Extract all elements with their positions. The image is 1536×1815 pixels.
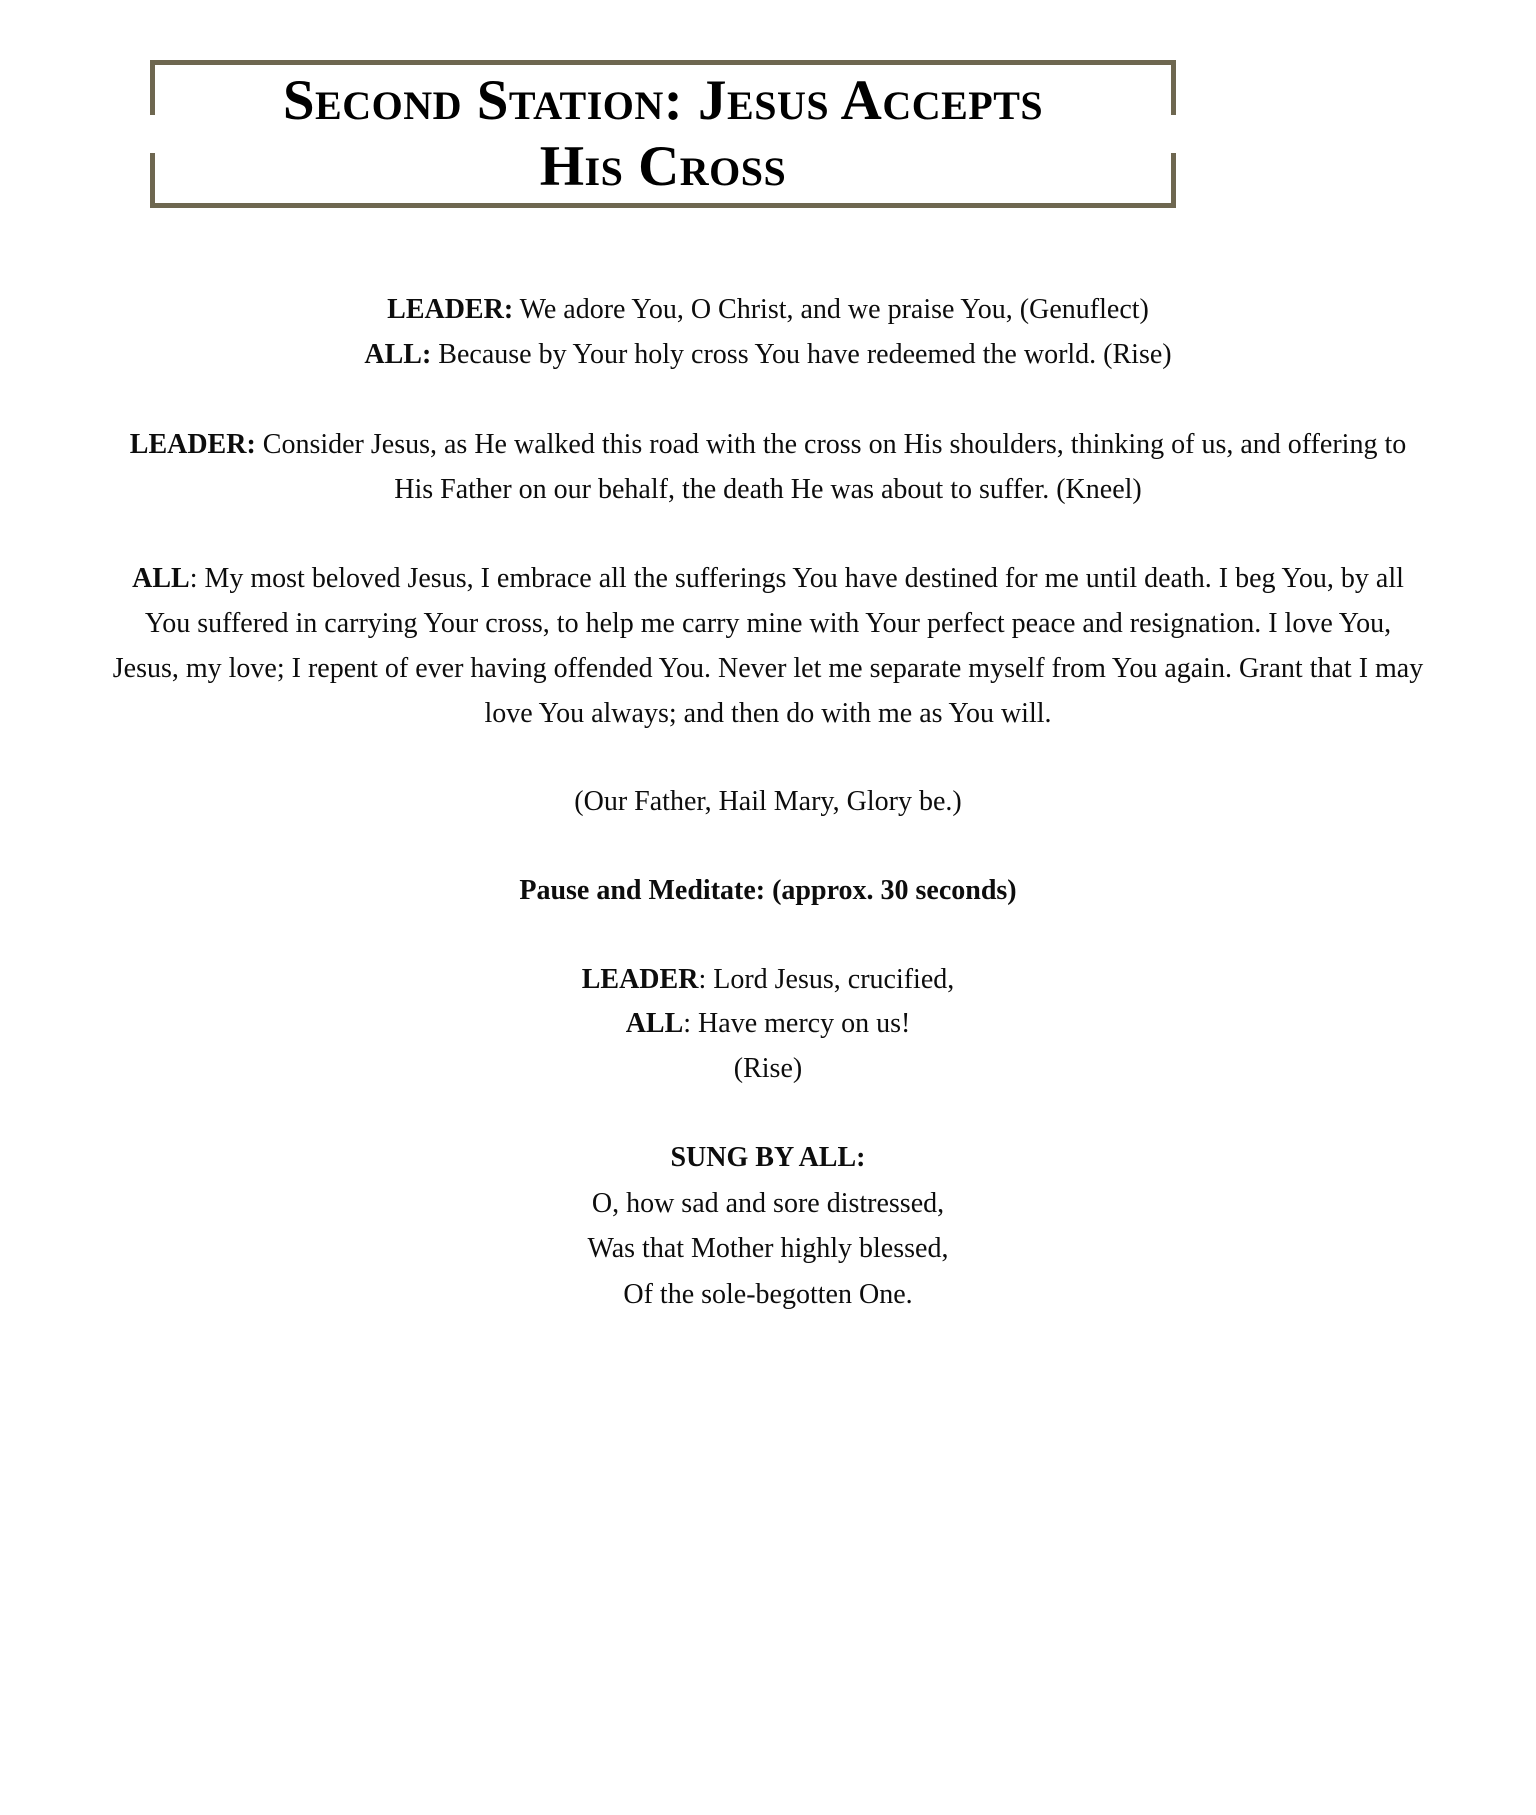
invocation-leader-line bbox=[100, 958, 1436, 1003]
frame-bottom-rule bbox=[150, 203, 1176, 208]
spacer bbox=[100, 378, 1436, 422]
all-label: ALL: bbox=[364, 338, 432, 370]
invocation-leader-label: LEADER bbox=[581, 963, 699, 995]
hymn-line: O, how sad and sore distressed, bbox=[591, 1187, 945, 1219]
invocation-leader-text: : Lord Jesus, crucified, bbox=[698, 963, 955, 995]
prayer-text: : My most beloved Jesus, I embrace all the sufferings You have destined for me until death. I beg You, by all You suffered in carrying Your cross, to help me carry mine with Your perfect peace and resignation. I love You, Jesus, my love; I repent of ever having offended You. Never let me separate myself from You again. Grant that I may love You always; and then do with me as You will. bbox=[112, 562, 1424, 729]
opening-leader-line bbox=[100, 288, 1436, 333]
spacer bbox=[100, 825, 1436, 869]
all-prayer-paragraph bbox=[100, 556, 1436, 736]
consider-leader-label: LEADER: bbox=[129, 428, 256, 460]
page-title-line-2: His Cross bbox=[539, 135, 787, 198]
leader-label: LEADER: bbox=[387, 294, 514, 325]
page-title-line-1: Second Station: Jesus Accepts bbox=[282, 68, 1044, 132]
opening-versicle bbox=[100, 288, 1436, 378]
pause-and-meditate: Pause and Meditate: (approx. 30 seconds) bbox=[519, 874, 1017, 906]
prayer-body bbox=[100, 288, 1436, 1317]
page-title bbox=[150, 68, 1176, 200]
title-frame bbox=[150, 60, 1176, 208]
spacer bbox=[100, 512, 1436, 556]
invocation-all-label: ALL bbox=[625, 1008, 684, 1040]
spacer bbox=[100, 736, 1436, 780]
invocation-rise-line: (Rise) bbox=[733, 1053, 803, 1085]
standard-prayers-note: (Our Father, Hail Mary, Glory be.) bbox=[574, 786, 962, 818]
spacer bbox=[100, 1092, 1436, 1136]
spacer bbox=[100, 914, 1436, 958]
hymn-line: Of the sole-begotten One. bbox=[623, 1278, 913, 1310]
frame-top-rule bbox=[150, 60, 1176, 65]
opening-all-text: Because by Your holy cross You have redeemed the world. (Rise) bbox=[431, 338, 1172, 370]
prayer-all-label: ALL bbox=[132, 562, 190, 594]
invocation-all-text: : Have mercy on us! bbox=[683, 1008, 911, 1040]
consider-text: Consider Jesus, as He walked this road with the cross on His shoulders, thinking of us, and offering to His Father on our behalf, the death He was about to suffer. (Kneel) bbox=[255, 428, 1407, 505]
opening-leader-text: We adore You, O Christ, and we praise You, (Genuflect) bbox=[513, 294, 1149, 325]
sung-by-all-section bbox=[100, 1136, 1436, 1317]
sung-by-all-heading: SUNG BY ALL: bbox=[670, 1142, 866, 1174]
opening-all-line bbox=[100, 333, 1436, 378]
invocation-all-line bbox=[100, 1002, 1436, 1047]
hymn-line: Was that Mother highly blessed, bbox=[587, 1233, 949, 1265]
closing-invocation bbox=[100, 958, 1436, 1092]
consider-paragraph bbox=[100, 422, 1436, 512]
